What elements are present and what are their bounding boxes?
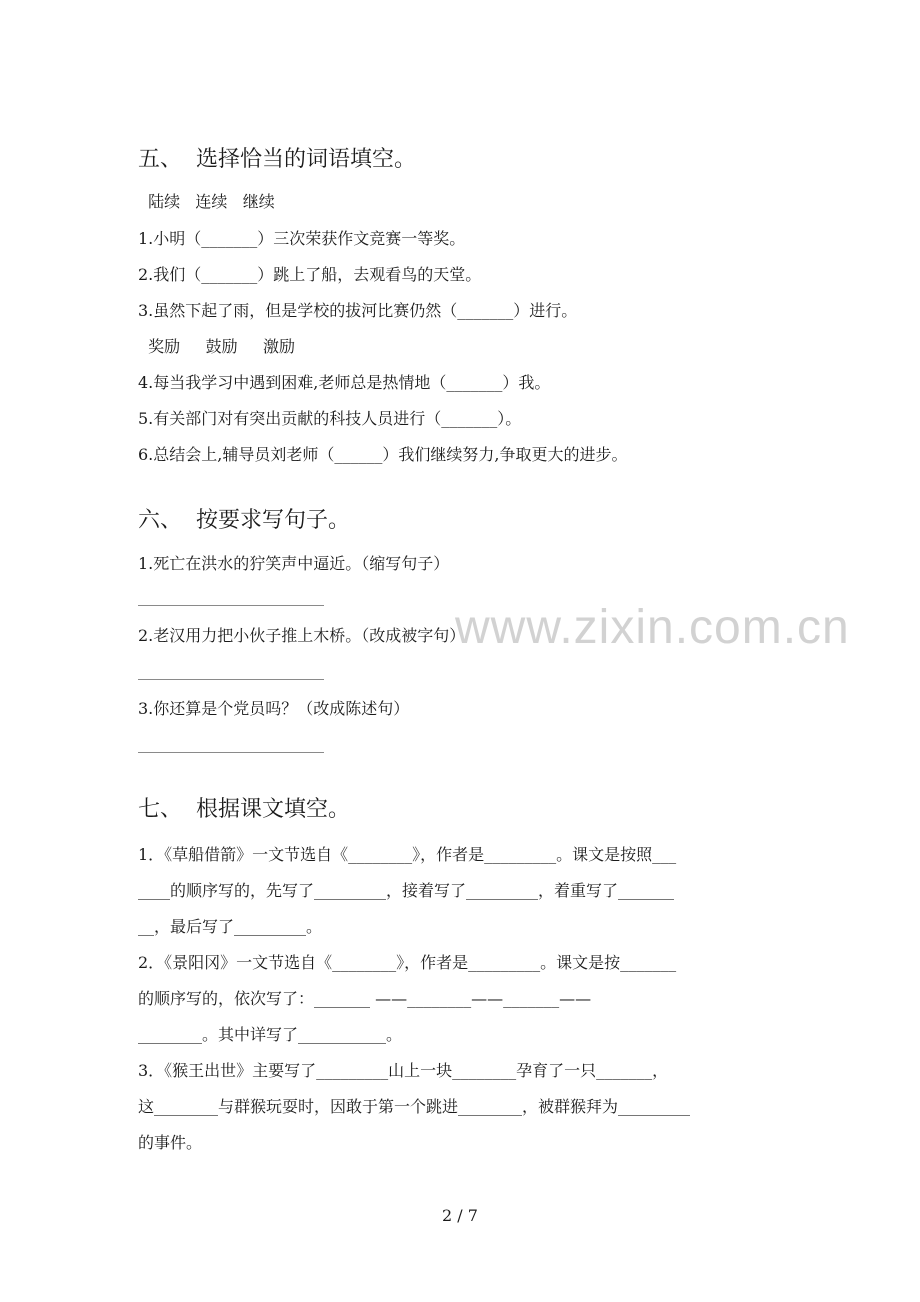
section-5-heading: 五、 选择恰当的词语填空。 bbox=[138, 147, 416, 172]
question-item: 6.总结会上,辅导员刘老师（______）我们继续努力,争取更大的进步。 bbox=[138, 445, 628, 464]
answer-line bbox=[138, 679, 324, 680]
fill-line: 的事件。 bbox=[138, 1133, 203, 1152]
watermark: www.zixin.com.cn bbox=[455, 601, 850, 654]
section-6-heading: 六、 按要求写句子。 bbox=[138, 508, 350, 533]
fill-line: 2．《景阳冈》一文节选自《________》，作者是_________。课文是按_______ bbox=[138, 953, 677, 972]
fill-line: 3．《猴王出世》主要写了_________山上一块________孕育了一只_______， bbox=[138, 1061, 669, 1080]
section-7-heading: 七、 根据课文填空。 bbox=[138, 797, 350, 822]
fill-line: __，最后写了_________。 bbox=[138, 917, 323, 936]
word-group-2: 奖励 鼓励 激励 bbox=[138, 337, 296, 356]
fill-line: ____的顺序写的，先写了_________，接着写了_________，着重写了_______ bbox=[138, 881, 675, 900]
question-item: 4.每当我学习中遇到困难,老师总是热情地（_______）我。 bbox=[138, 373, 551, 392]
answer-line bbox=[138, 605, 324, 606]
question-item: 3.你还算是个党员吗？（改成陈述句） bbox=[138, 699, 410, 718]
question-item: 5.有关部门对有突出贡献的科技人员进行（_______）。 bbox=[138, 409, 522, 428]
question-item: 2.我们（_______）跳上了船，去观看鸟的天堂。 bbox=[138, 265, 482, 284]
fill-line: 这________与群猴玩耍时，因敢于第一个跳进________，被群猴拜为_________ bbox=[138, 1097, 691, 1116]
fill-line: ________。其中详写了___________。 bbox=[138, 1025, 403, 1044]
fill-line: 的顺序写的，依次写了：_______ ——________——_______—— bbox=[138, 989, 592, 1008]
question-item: 1.死亡在洪水的狞笑声中逼近。（缩写句子） bbox=[138, 554, 450, 573]
answer-line bbox=[138, 752, 324, 753]
question-item: 3.虽然下起了雨，但是学校的拔河比赛仍然（_______）进行。 bbox=[138, 301, 578, 320]
word-group-1: 陆续 连续 继续 bbox=[138, 192, 275, 211]
page-number: 2 / 7 bbox=[442, 1206, 478, 1225]
question-item: 2.老汉用力把小伙子推上木桥。（改成被字句） bbox=[138, 626, 466, 645]
question-item: 1.小明（_______）三次荣获作文竞赛一等奖。 bbox=[138, 229, 466, 248]
fill-line: 1．《草船借箭》一文节选自《________》，作者是_________。课文是按照___ bbox=[138, 845, 677, 864]
